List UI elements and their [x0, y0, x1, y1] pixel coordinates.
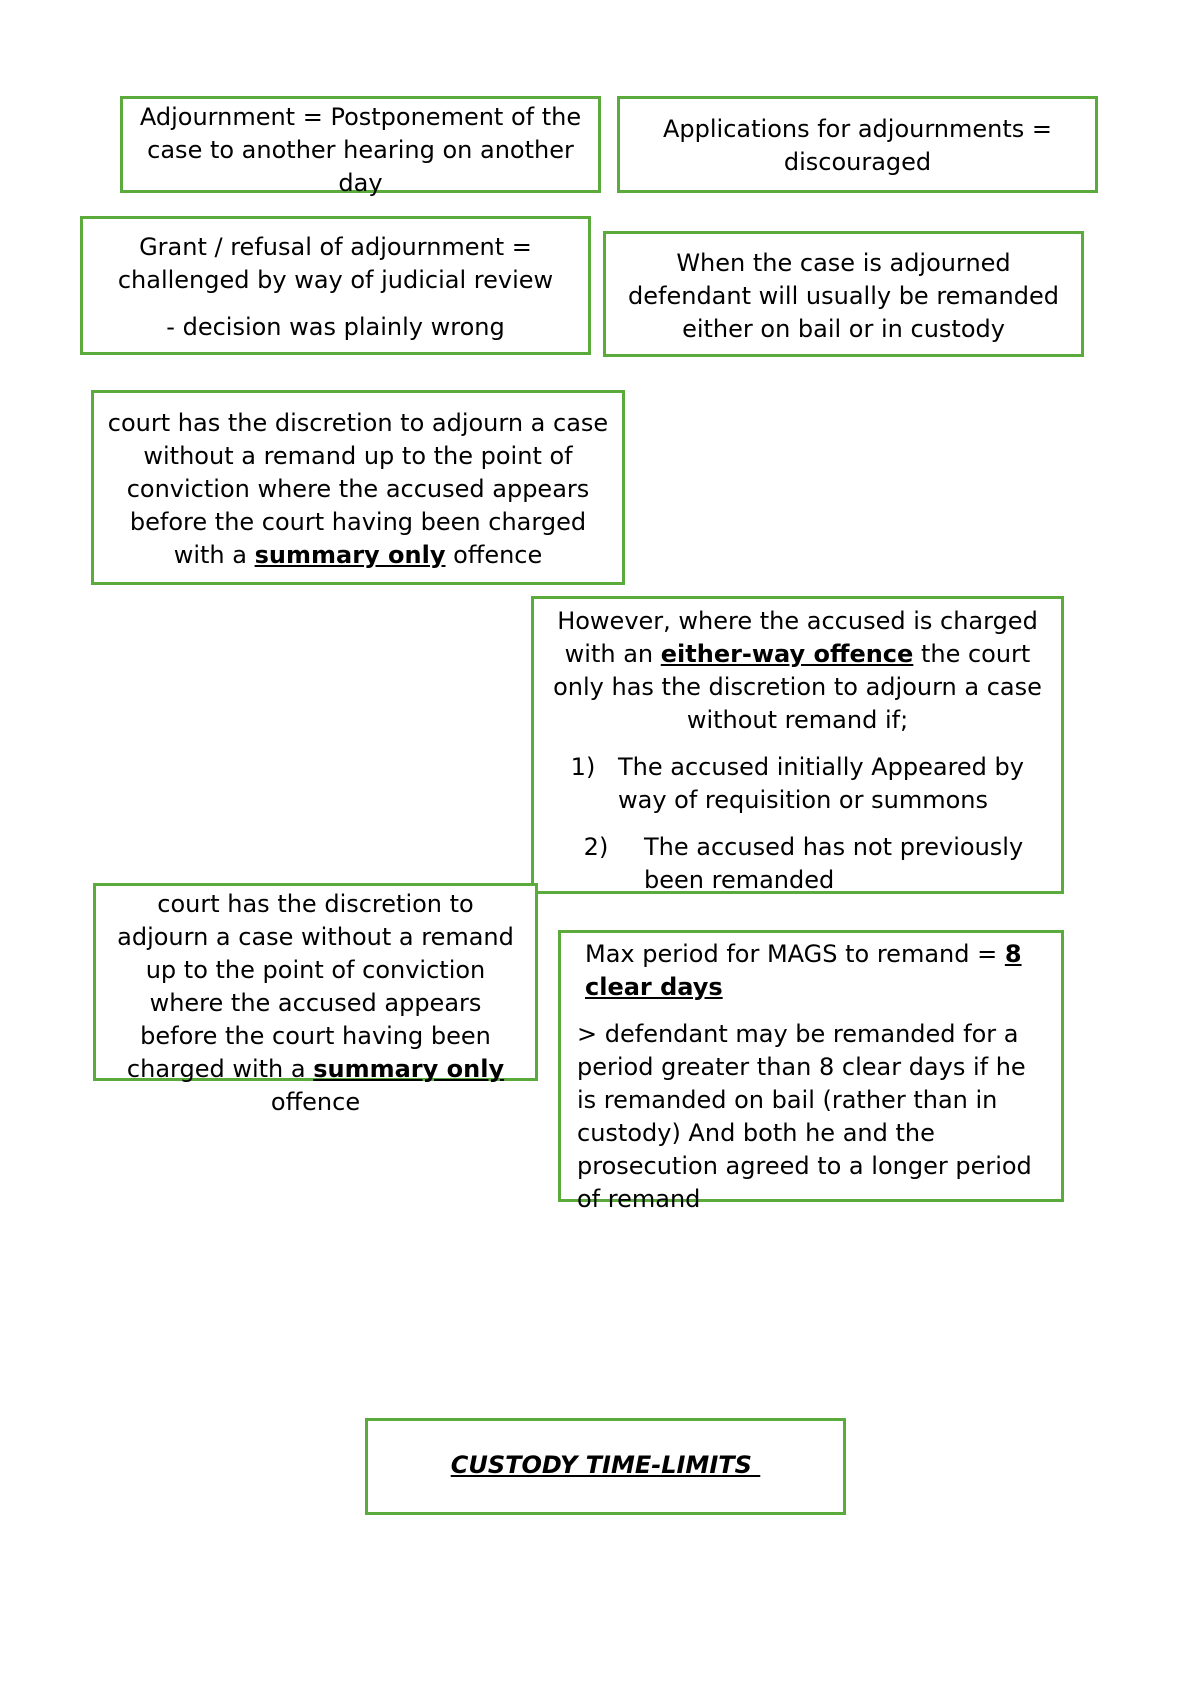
max-remand-period-heading: [577, 938, 1047, 1004]
custody-time-limits-title: CUSTODY TIME-LIMITS: [450, 1451, 761, 1479]
summary-only-discretion-text: [104, 407, 612, 572]
grant-refusal-box: [80, 216, 591, 355]
when-adjourned-text: When the case is adjourned defendant will usually be remanded either on bail or in custody: [628, 249, 1059, 343]
applications-text: Applications for adjournments = discouraged: [662, 115, 1053, 176]
either-way-intro-text: [548, 605, 1047, 737]
either-way-intro-before: However, where the accused is charged with an: [557, 607, 1038, 668]
condition-item-2: [548, 831, 1047, 897]
adjournment-definition-text: Adjournment = Postponement of the case to another hearing on another day: [139, 103, 582, 197]
discretion-copy-after: offence: [270, 1088, 361, 1116]
adjournment-definition-box: [120, 96, 601, 197]
summary-only-discretion-box: [91, 390, 625, 585]
condition-text-2: The accused has not previously been remanded: [644, 833, 1024, 894]
summary-only-discretion-text-copy: [112, 888, 519, 1119]
either-way-offence-box: [531, 596, 1064, 894]
condition-item-1: [548, 751, 1047, 817]
either-way-intro-after: the court only has the discretion to adjourn a case without remand if;: [553, 640, 1042, 734]
condition-number-2: 2): [583, 833, 609, 861]
condition-text-1: The accused initially Appeared by way of requisition or summons: [618, 753, 1024, 814]
longer-remand-text: > defendant may be remanded for a period greater than 8 clear days if he is remanded on bail (rather than in custody) And both he and the prosecution agreed to a longer period of remand: [577, 1020, 1032, 1213]
max-period-text: Max period for MAGS to remand =: [585, 940, 1005, 968]
discretion-copy-before: court has the discretion to adjourn a case without a remand up to the point of conviction where the accused appears before the court having been charged with a: [117, 890, 514, 1083]
eight-clear-days-emphasis: 8 clear days: [585, 940, 1022, 1001]
grant-refusal-text: Grant / refusal of adjournment = challenged by way of judicial review: [117, 233, 554, 294]
condition-number-1: 1): [570, 753, 596, 781]
plainly-wrong-text: - decision was plainly wrong: [166, 313, 505, 341]
discretion-text-before: court has the discretion to adjourn a case without a remand up to the point of conviction where the accused appears before the court having been charged with a: [107, 409, 609, 569]
discretion-text-after: offence: [445, 541, 543, 569]
custody-time-limits-box: [365, 1418, 846, 1515]
either-way-offence-emphasis: either-way offence: [660, 640, 914, 668]
summary-only-discretion-box-copy: [93, 883, 538, 1116]
max-remand-period-box: [558, 930, 1064, 1213]
summary-only-emphasis-copy: summary only: [313, 1055, 505, 1083]
when-adjourned-box: [603, 231, 1084, 357]
summary-only-emphasis: summary only: [254, 541, 446, 569]
applications-box: [617, 96, 1098, 193]
